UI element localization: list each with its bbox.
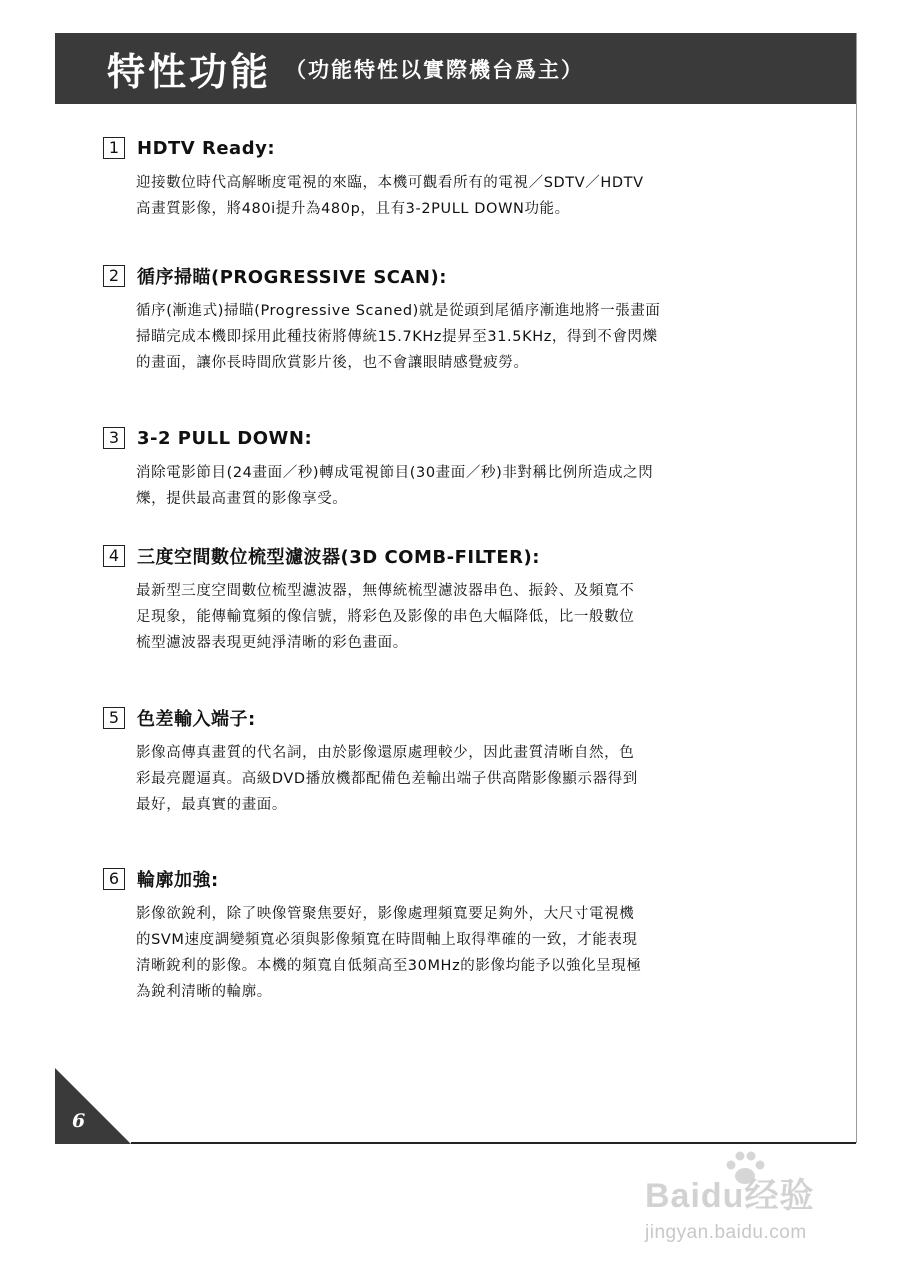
body-line: 梳型濾波器表現更純淨清晰的彩色畫面。 xyxy=(136,635,408,651)
section-number: 3 xyxy=(103,427,125,449)
section-body xyxy=(136,298,796,376)
section-body xyxy=(136,460,796,512)
body-line: 的SVM速度調變頻寬必須與影像頻寬在時間軸上取得準確的一致，才能表現 xyxy=(136,932,638,948)
section-title: 輪廓加強: xyxy=(137,870,219,891)
section-number: 1 xyxy=(103,137,125,159)
section-number: 2 xyxy=(103,265,125,287)
section-number: 6 xyxy=(103,868,125,890)
section-body xyxy=(136,901,796,1005)
footer-rule xyxy=(131,1142,856,1144)
page-title: 特性功能 xyxy=(107,50,272,94)
body-line: 足現象，能傳輸寬頻的像信號，將彩色及影像的串色大幅降低，比一般數位 xyxy=(136,609,635,625)
section-body xyxy=(136,578,796,656)
header-bar xyxy=(55,33,856,104)
section-title: HDTV Ready: xyxy=(137,137,276,159)
body-line: 消除電影節目(24畫面／秒)轉成電視節目(30畫面／秒)非對稱比例所造成之閃 xyxy=(136,465,654,481)
body-line: 影像高傳真畫質的代名詞，由於影像還原處理較少，因此畫質清晰自然，色 xyxy=(136,745,635,761)
section-contour-enhance xyxy=(103,866,803,1005)
body-line: 為銳利清晰的輪廓。 xyxy=(136,984,272,1000)
body-line: 彩最亮麗逼真。高級DVD播放機都配備色差輸出端子供高階影像顯示器得到 xyxy=(136,771,638,787)
right-margin-rule xyxy=(856,33,857,1143)
body-line: 迎接數位時代高解晰度電視的來臨，本機可觀看所有的電視／SDTV／HDTV xyxy=(136,175,644,191)
body-line: 影像欲銳利，除了映像管聚焦要好，影像處理頻寬要足夠外，大尺寸電視機 xyxy=(136,906,635,922)
section-number: 4 xyxy=(103,545,125,567)
section-title: 三度空間數位梳型濾波器(3D COMB-FILTER): xyxy=(137,547,540,568)
body-line: 爍，提供最高畫質的影像享受。 xyxy=(136,491,348,507)
body-line: 掃瞄完成本機即採用此種技術將傳統15.7KHz提昇至31.5KHz，得到不會閃爍 xyxy=(136,329,658,345)
watermark-url: jingyan.baidu.com xyxy=(645,1222,807,1243)
section-body xyxy=(136,740,796,818)
section-title: 色差輸入端子: xyxy=(137,709,256,730)
section-component-input xyxy=(103,705,803,818)
body-line: 清晰銳利的影像。本機的頻寬自低頻高至30MHz的影像均能予以強化呈現極 xyxy=(136,958,642,974)
body-line: 最新型三度空間數位梳型濾波器，無傳統梳型濾波器串色、振鈴、及頻寬不 xyxy=(136,583,635,599)
section-3d-comb-filter xyxy=(103,543,803,656)
page-number: 6 xyxy=(72,1110,86,1132)
section-body xyxy=(136,170,796,222)
section-title: 循序掃瞄(PROGRESSIVE SCAN): xyxy=(137,267,447,288)
body-line: 循序(漸進式)掃瞄(Progressive Scaned)就是從頭到尾循序漸進地將一張畫面 xyxy=(136,303,661,319)
section-progressive-scan xyxy=(103,263,803,376)
watermark-logo: Baidu经验 xyxy=(645,1177,815,1215)
section-pull-down xyxy=(103,425,803,512)
section-hdtv-ready xyxy=(103,135,803,222)
body-line: 高畫質影像，將480i提升為480p，且有3-2PULL DOWN功能。 xyxy=(136,201,570,217)
section-number: 5 xyxy=(103,707,125,729)
body-line: 的畫面，讓你長時間欣賞影片後，也不會讓眼睛感覺疲勞。 xyxy=(136,355,529,371)
baidu-watermark xyxy=(645,1150,875,1260)
section-title: 3-2 PULL DOWN: xyxy=(137,427,313,449)
page-corner-triangle xyxy=(55,1068,131,1144)
body-line: 最好，最真實的畫面。 xyxy=(136,797,287,813)
page-subtitle: （功能特性以實際機台爲主） xyxy=(285,57,585,82)
